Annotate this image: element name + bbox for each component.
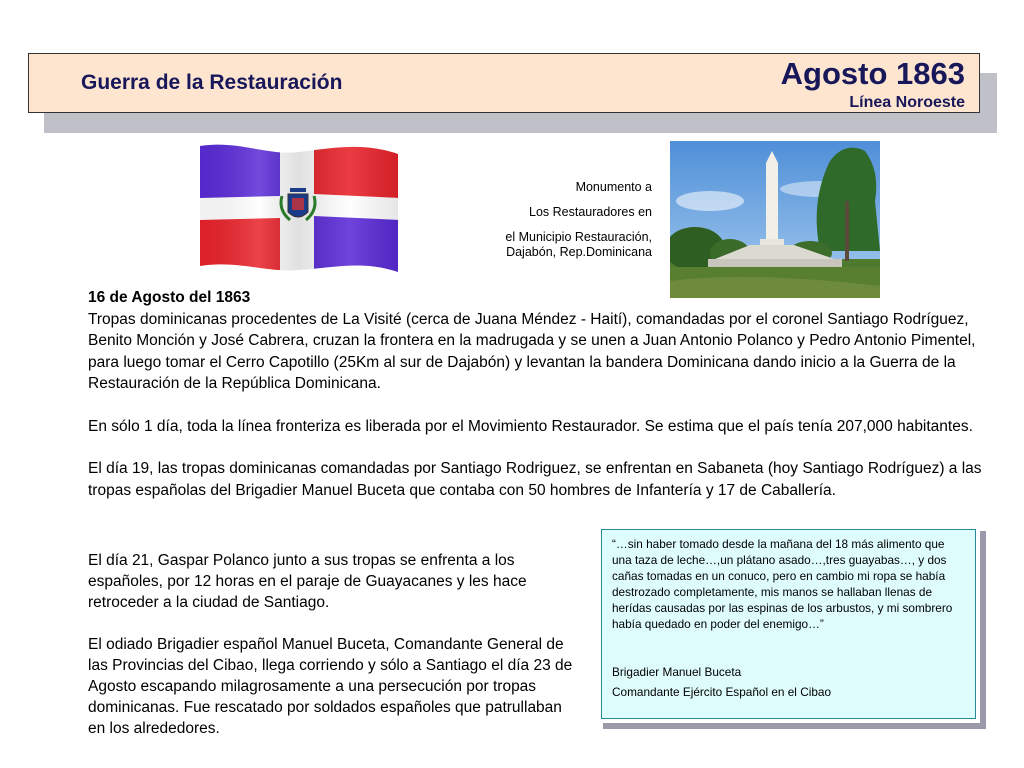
dominican-flag-icon <box>198 140 400 275</box>
header-subtitle: Línea Noroeste <box>849 94 965 111</box>
main-text <box>88 287 988 501</box>
paragraph: En sólo 1 día, toda la línea fronteriza es liberada por el Movimiento Restaurador. Se estima que el país tenía 207,000 habitantes. <box>88 417 973 435</box>
caption-line: Los Restauradores en <box>529 205 652 219</box>
quote-role: Comandante Ejército Español en el Cibao <box>612 685 832 699</box>
header-banner <box>28 53 980 113</box>
page-title: Guerra de la Restauración <box>81 71 343 94</box>
photo-caption <box>440 180 652 260</box>
header-date: Agosto 1863 <box>780 56 965 91</box>
monument-photo <box>670 141 880 298</box>
caption-line: Dajabón, Rep.Dominicana <box>506 245 652 259</box>
paragraph: Tropas dominicanas procedentes de La Visité (cerca de Juana Méndez - Haití), comandadas por el coronel Santiago Rodríguez, Benito Monción y José Cabrera, cruzan la frontera en la madrugada y se unen a Juan Antonio Polanco y Pedro Antonio Pimentel, para luego tomar el Cerro Capotillo (25Km al sur de Dajabón) y levantan la bandera Dominicana dando inicio a la Guerra de la Restauración de la República Dominicana. <box>88 310 976 392</box>
paragraph: El día 21, Gaspar Polanco junto a sus tropas se enfrenta a los españoles, por 12 horas en el paraje de Guayacanes y les hace retroceder a la ciudad de Santiago. <box>88 552 527 611</box>
quote-inner <box>601 529 976 719</box>
quote-author: Brigadier Manuel Buceta <box>612 665 742 679</box>
quote-box <box>597 525 980 723</box>
caption-line: el Municipio Restauración, <box>505 230 652 244</box>
paragraph: El odiado Brigadier español Manuel Buceta, Comandante General de las Provincias del Cibao, llega corriendo y sólo a Santiago el día 23 de Agosto escapando milagrosamente a una persecución por tropas dominicanas. Fue rescatado por soldados españoles que patrullaban en los alrededores. <box>88 636 573 737</box>
caption-line: Monumento a <box>575 180 652 194</box>
quote-text: “…sin haber tomado desde la mañana del 18 más alimento que una taza de leche…,un plátano asado…,tres guayabas…, y dos cañas tomadas en un conuco, pero en cambio mi ropa se había destrozado completamente, mis manos se hallaban llenas de herídas causadas por las espinas de los arbustos, y mi sombrero había quedado en poder del enemigo…” <box>612 537 953 631</box>
lower-text <box>88 550 574 739</box>
paragraph: El día 19, las tropas dominicanas comandadas por Santiago Rodriguez, se enfrentan en Sabaneta (hoy Santiago Rodríguez) a las tropas españolas del Brigadier Manuel Buceta que contaba con 50 hombres de Infantería y 17 de Caballería. <box>88 460 982 499</box>
section-heading: 16 de Agosto del 1863 <box>88 289 251 306</box>
